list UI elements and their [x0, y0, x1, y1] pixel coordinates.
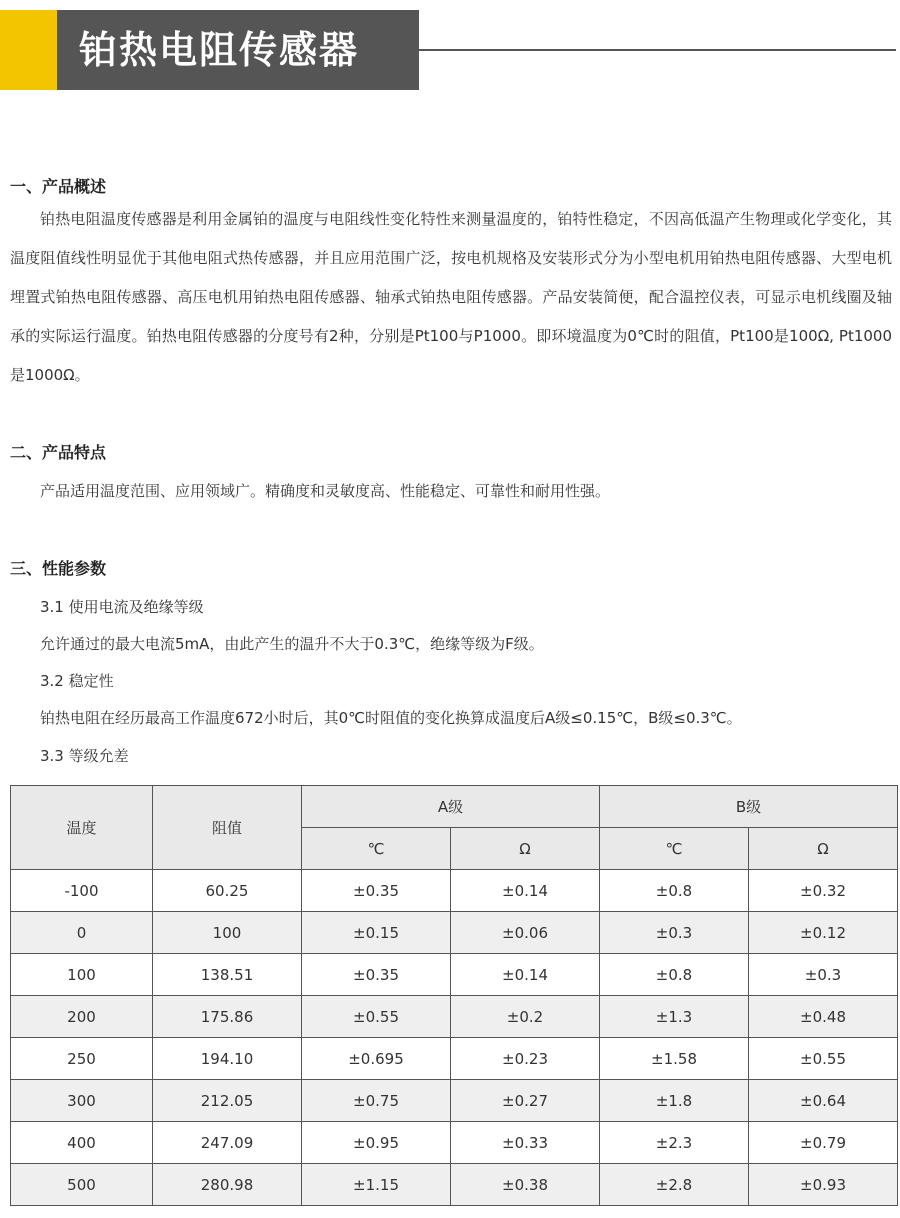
cell-resistance: 138.51 [153, 954, 302, 996]
cell-b-celsius: ±0.3 [600, 912, 749, 954]
cell-a-ohm: ±0.14 [451, 954, 600, 996]
cell-a-celsius: ±0.35 [302, 954, 451, 996]
tolerance-table [10, 785, 898, 1206]
cell-resistance: 212.05 [153, 1080, 302, 1122]
table-body [11, 870, 898, 1206]
param-text-stability: 铂热电阻在经历最高工作温度672小时后，其0℃时阻值的变化换算成温度后A级≤0.15℃，B级≤0.3℃。 [40, 709, 742, 727]
table-row [11, 1080, 898, 1122]
cell-temperature: 400 [11, 1122, 153, 1164]
header-resistance: 阻值 [153, 786, 302, 870]
header-temperature: 温度 [11, 786, 153, 870]
param-heading-stability: 3.2 稳定性 [40, 672, 114, 690]
header-rule [419, 49, 896, 51]
cell-b-ohm: ±0.3 [749, 954, 898, 996]
cell-resistance: 280.98 [153, 1164, 302, 1206]
cell-a-celsius: ±0.95 [302, 1122, 451, 1164]
cell-b-celsius: ±1.58 [600, 1038, 749, 1080]
cell-resistance: 100 [153, 912, 302, 954]
cell-b-celsius: ±0.8 [600, 870, 749, 912]
table-row [11, 870, 898, 912]
cell-temperature: 100 [11, 954, 153, 996]
header-grade-b-celsius: ℃ [600, 828, 749, 870]
table-row [11, 954, 898, 996]
cell-b-ohm: ±0.55 [749, 1038, 898, 1080]
header-grade-b: B级 [600, 786, 898, 828]
cell-b-ohm: ±0.64 [749, 1080, 898, 1122]
cell-a-celsius: ±0.15 [302, 912, 451, 954]
table-row [11, 912, 898, 954]
cell-a-ohm: ±0.23 [451, 1038, 600, 1080]
cell-b-celsius: ±1.8 [600, 1080, 749, 1122]
overview-paragraph: 铂热电阻温度传感器是利用金属铂的温度与电阻线性变化特性来测量温度的，铂特性稳定，不因高低温产生物理或化学变化，其温度阻值线性明显优于其他电阻式热传感器，并且应用范围广泛，按电机规格及安装形式分为小型电机用铂热电阻传感器、大型电机埋置式铂热电阻传感器、高压电机用铂热电阻传感器、轴承式铂热电阻传感器。产品安装简便，配合温控仪表，可显示电机线圈及轴承的实际运行温度。铂热电阻传感器的分度号有2种，分别是Pt100与P1000。即环境温度为0℃时的阻值，Pt100是100Ω, Pt1000是1000Ω。 [10, 210, 892, 384]
header-grade-a-celsius: ℃ [302, 828, 451, 870]
cell-b-ohm: ±0.93 [749, 1164, 898, 1206]
cell-temperature: 250 [11, 1038, 153, 1080]
cell-a-ohm: ±0.38 [451, 1164, 600, 1206]
table-row [11, 1038, 898, 1080]
cell-b-ohm: ±0.12 [749, 912, 898, 954]
cell-b-celsius: ±2.8 [600, 1164, 749, 1206]
cell-temperature: 200 [11, 996, 153, 1038]
cell-b-celsius: ±2.3 [600, 1122, 749, 1164]
param-heading-current: 3.1 使用电流及绝缘等级 [40, 598, 204, 616]
cell-a-ohm: ±0.33 [451, 1122, 600, 1164]
cell-a-celsius: ±0.35 [302, 870, 451, 912]
cell-a-ohm: ±0.14 [451, 870, 600, 912]
cell-b-ohm: ±0.32 [749, 870, 898, 912]
section-title-params: 三、性能参数 [10, 559, 107, 578]
cell-resistance: 247.09 [153, 1122, 302, 1164]
table-row [11, 1122, 898, 1164]
cell-resistance: 60.25 [153, 870, 302, 912]
param-heading-tolerance: 3.3 等级允差 [40, 747, 129, 765]
section-title-overview: 一、产品概述 [10, 177, 107, 196]
cell-temperature: -100 [11, 870, 153, 912]
cell-a-ohm: ±0.2 [451, 996, 600, 1038]
cell-resistance: 194.10 [153, 1038, 302, 1080]
cell-temperature: 300 [11, 1080, 153, 1122]
header-grade-b-ohm: Ω [749, 828, 898, 870]
cell-a-ohm: ±0.06 [451, 912, 600, 954]
cell-b-ohm: ±0.48 [749, 996, 898, 1038]
cell-b-ohm: ±0.79 [749, 1122, 898, 1164]
table-row [11, 996, 898, 1038]
features-paragraph: 产品适用温度范围、应用领域广。精确度和灵敏度高、性能稳定、可靠性和耐用性强。 [40, 482, 611, 500]
table-row [11, 1164, 898, 1206]
cell-b-celsius: ±1.3 [600, 996, 749, 1038]
header-grade-a: A级 [302, 786, 600, 828]
cell-a-celsius: ±1.15 [302, 1164, 451, 1206]
cell-temperature: 500 [11, 1164, 153, 1206]
cell-b-celsius: ±0.8 [600, 954, 749, 996]
cell-a-celsius: ±0.695 [302, 1038, 451, 1080]
cell-a-ohm: ±0.27 [451, 1080, 600, 1122]
header-accent-block [0, 10, 57, 90]
cell-a-celsius: ±0.75 [302, 1080, 451, 1122]
cell-temperature: 0 [11, 912, 153, 954]
section-title-features: 二、产品特点 [10, 443, 107, 462]
cell-a-celsius: ±0.55 [302, 996, 451, 1038]
param-text-current: 允许通过的最大电流5mA，由此产生的温升不大于0.3℃，绝缘等级为F级。 [40, 635, 544, 653]
table-header-row [11, 786, 898, 828]
page-header [0, 10, 900, 90]
header-grade-a-ohm: Ω [451, 828, 600, 870]
page-title: 铂热电阻传感器 [57, 10, 419, 90]
cell-resistance: 175.86 [153, 996, 302, 1038]
